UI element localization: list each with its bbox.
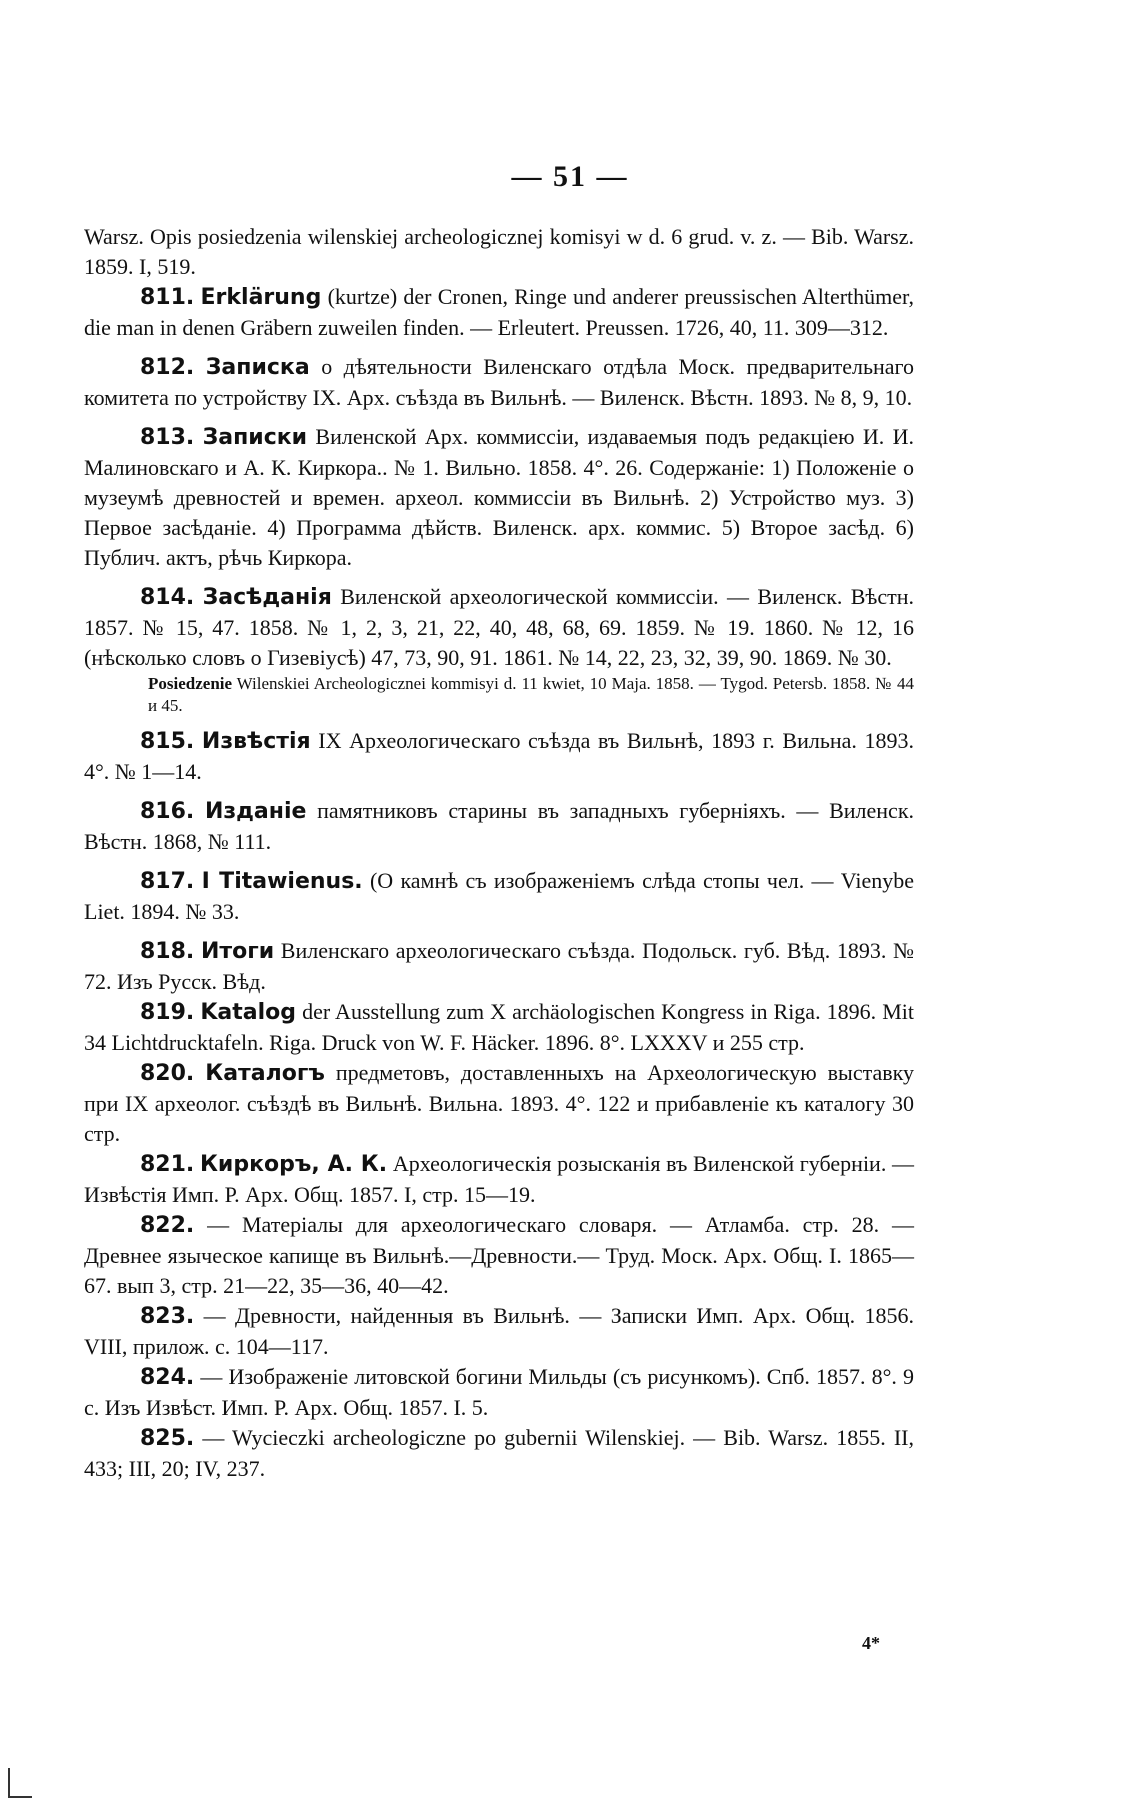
- entry-823: [84, 1301, 914, 1362]
- entry-815: [84, 726, 914, 787]
- entry-keyword: Erklärung: [200, 285, 322, 310]
- entry-keyword: Записка: [205, 355, 310, 380]
- entry-number: 816.: [140, 799, 195, 824]
- entry-number: 813.: [140, 425, 195, 450]
- entry-keyword: Засѣданія: [202, 585, 332, 610]
- entry-text: Виленскаго археологическаго съѣзда. Подольск. губ. Вѣд. 1893. № 72. Изъ Русск. Вѣд.: [84, 938, 915, 994]
- entry-number: 812.: [140, 355, 195, 380]
- entry-812: [84, 352, 914, 413]
- entry-keyword: Извѣстія: [201, 729, 311, 754]
- entry-text: Археологическія розысканія въ Виленской губерніи. — Извѣстія Имп. Р. Арх. Общ. 1857. I, стр. 15—19.: [84, 1151, 914, 1207]
- entry-text: — Матеріалы для археологическаго словаря. — Атламба. стр. 28. — Древнее языческое капище въ Вильнѣ.—Древности.— Труд. Моск. Арх. Общ. I. 1865—67. вып 3, стр. 21—22, 35—36, 40—42.: [84, 1212, 914, 1298]
- entry-text: памятниковъ старины въ западныхъ губерніяхъ. — Виленск. Вѣстн. 1868, № 111.: [84, 798, 915, 854]
- entry-number: 820.: [140, 1061, 195, 1086]
- entry-821: [84, 1149, 914, 1210]
- entry-text: Виленской Арх. коммиссіи, издаваемыя подъ редакціею И. И. Малиновскаго и А. К. Киркора.. № 1. Вильно. 1858. 4°. 26. Содержаніе: 1) Положеніе о музеумѣ древностей и времен. археол. коммиссіи въ Вильнѣ. 2) Устройство муз. 3) Первое засѣданіе. 4) Программа дѣйств. Виленск. арх. коммис. 5) Второе засѣд. 6) Публич. актъ, рѣчь Киркора.: [84, 424, 915, 570]
- entry-keyword: Katalog: [200, 1000, 297, 1025]
- entry-820: [84, 1058, 914, 1149]
- entry-text: предметовъ, доставленныхъ на Археологическую выставку при IX археолог. съѣздѣ въ Вильнѣ. Вильна. 1893. 4°. 122 и прибавленіе къ каталогу 30 стр.: [84, 1060, 914, 1146]
- entry-824: [84, 1362, 914, 1423]
- entry-keyword: Изданіе: [204, 799, 307, 824]
- entry-keyword: Киркоръ, А. К.: [199, 1152, 388, 1177]
- footnote-lead: Posiedzenie: [148, 674, 233, 693]
- entry-number: 811.: [140, 285, 195, 310]
- scan-corner-mark: [8, 1768, 32, 1798]
- entry-number: 819.: [140, 1000, 195, 1025]
- entry-825: [84, 1423, 914, 1484]
- entry-keyword: I Titawienus.: [201, 869, 363, 894]
- entry-number: 814.: [140, 585, 195, 610]
- entry-811: [84, 282, 914, 343]
- page-number: — 51 —: [511, 160, 629, 193]
- entry-816: [84, 796, 914, 857]
- entry-814: [84, 582, 914, 673]
- entry-text: о дѣятельности Виленскаго отдѣла Моск. предварительнаго комитета по устройству IX. Арх. съѣзда въ Вильнѣ. — Виленск. Вѣстн. 1893. № 8, 9, 10.: [84, 354, 915, 410]
- entry-number: 822.: [140, 1213, 195, 1238]
- entry-text: IX Археологическаго съѣзда въ Вильнѣ, 1893 г. Вильна. 1893. 4°. № 1—14.: [84, 728, 915, 784]
- entry-number: 818.: [140, 939, 195, 964]
- footnote-text: Wilenskiei Archeologicznei kommisyi d. 11 kwiet, 10 Maja. 1858. — Tygod. Petersb. 1858. № 44 и 45.: [148, 674, 914, 715]
- entry-text: (О камнѣ съ изображеніемъ слѣда стопы чел. — Vienybe Liet. 1894. № 33.: [84, 868, 915, 924]
- entry-817: [84, 866, 914, 927]
- entry-822: [84, 1210, 914, 1301]
- entry-text: (kurtze) der Cronen, Ringe und anderer preussischen Alterthümer, die man in denen Gräbern zuweilen finden. — Erleutert. Preussen. 1726, 40, 11. 309—312.: [84, 284, 914, 340]
- entry-number: 817.: [140, 869, 195, 894]
- entry-keyword: Итоги: [200, 939, 275, 964]
- entry-818: [84, 936, 914, 997]
- page-body: [84, 222, 914, 1484]
- entry-number: 815.: [140, 729, 195, 754]
- entry-keyword: Записки: [202, 425, 308, 450]
- footnote: [84, 673, 914, 717]
- continuation-text: Warsz. Opis posiedzenia wilenskiej archeologicznej komisyi w d. 6 grud. v. z. — Bib. Warsz. 1859. I, 519.: [84, 224, 914, 279]
- entry-819: [84, 997, 914, 1058]
- entry-text: Виленской археологической коммиссіи. — Виленск. Вѣстн. 1857. № 15, 47. 1858. № 1, 2, 3, 21, 22, 40, 48, 68, 69. 1859. № 19. 1860. № 12, 16 (нѣсколько словъ о Гизевіусѣ) 47, 73, 90, 91. 1861. № 14, 22, 23, 32, 39, 90. 1869. № 30.: [84, 584, 914, 670]
- entry-number: 821.: [140, 1152, 195, 1177]
- entry-813: [84, 422, 914, 573]
- entry-text: — Древности, найденныя въ Вильнѣ. — Записки Имп. Арх. Общ. 1856. VIII, прилож. с. 104—117.: [84, 1303, 914, 1359]
- signature-mark: 4*: [862, 1633, 880, 1653]
- entry-number: 824.: [140, 1365, 195, 1390]
- entry-number: 825.: [140, 1426, 195, 1451]
- entry-text: der Ausstellung zum X archäologischen Kongress in Riga. 1896. Mit 34 Lichtdrucktafeln. Riga. Druck von W. F. Häcker. 1896. 8°. LXXXV и 255 стр.: [84, 999, 914, 1055]
- entry-number: 823.: [140, 1304, 195, 1329]
- entry-text: — Изображеніе литовской богини Мильды (съ рисункомъ). Спб. 1857. 8°. 9 с. Изъ Извѣст. Имп. Р. Арх. Общ. 1857. I. 5.: [84, 1364, 914, 1420]
- entry-keyword: Каталогъ: [205, 1061, 325, 1086]
- entry-text: — Wycieczki archeologiczne po gubernii Wilenskiej. — Bib. Warsz. 1855. II, 433; III, 20; IV, 237.: [84, 1425, 914, 1481]
